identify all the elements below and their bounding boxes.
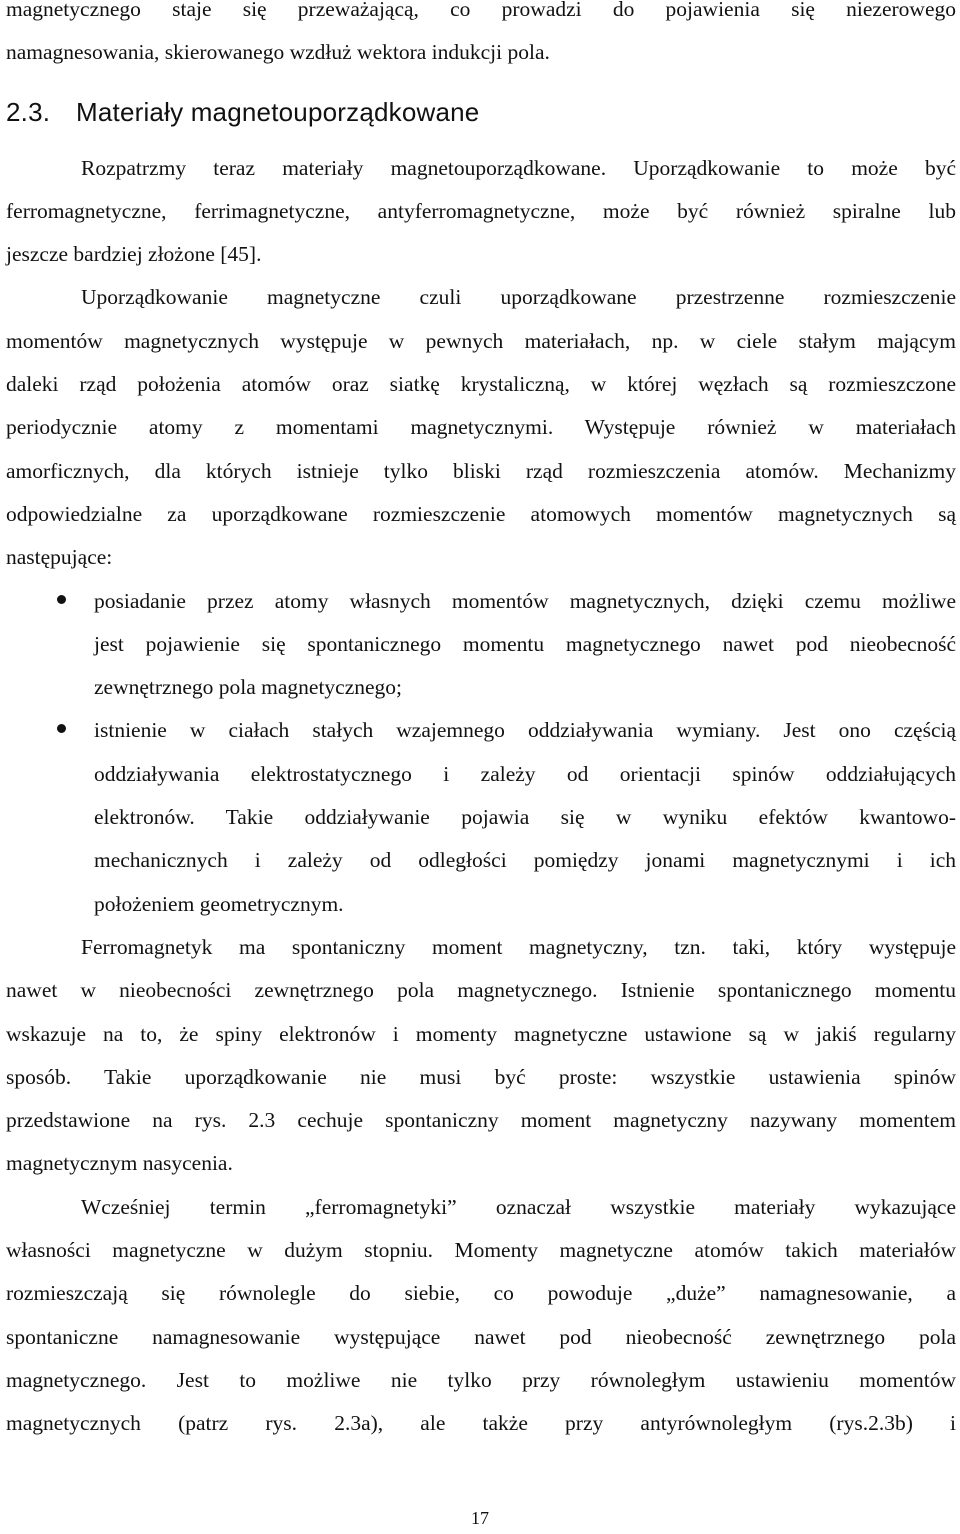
text-line: jeszcze bardziej złożone [45]. — [6, 242, 262, 267]
text-line: daleki rząd położenia atomów oraz siatkę krystaliczną, w której węzłach są rozmieszczone — [6, 372, 956, 397]
text-line: następujące: — [6, 545, 113, 570]
text-line: Uporządkowanie magnetyczne czuli uporządkowane przestrzenne rozmieszczenie — [81, 285, 956, 310]
bullet-icon — [57, 724, 66, 733]
bullet-item-1 — [6, 580, 956, 710]
text-line: amorficznych, dla których istnieje tylko bliski rząd rozmieszczenia atomów. Mechanizmy — [6, 458, 956, 483]
paragraph-3 — [6, 926, 956, 1186]
text-line: przedstawione na rys. 2.3 cechuje spontaniczny moment magnetyczny nazywany momentem — [6, 1108, 956, 1133]
bullet-icon — [57, 595, 66, 604]
text-line: periodycznie atomy z momentami magnetycznymi. Występuje również w materiałach — [6, 415, 956, 440]
text-line: ferromagnetyczne, ferrimagnetyczne, antyferromagnetyczne, może być również spiralne lub — [6, 198, 956, 223]
text-line: zewnętrznego pola magnetycznego; — [94, 675, 403, 700]
text-line: magnetycznym nasycenia. — [6, 1151, 233, 1176]
bullet-item-2 — [6, 709, 956, 925]
section-number: 2.3. — [6, 96, 51, 127]
text-line: spontaniczne namagnesowanie występujące nawet pod nieobecność zewnętrznego pola — [6, 1324, 956, 1349]
text-line: Wcześniej termin „ferromagnetyki” oznaczał wszystkie materiały wykazujące — [81, 1194, 956, 1219]
text-line: Rozpatrzmy teraz materiały magnetouporządkowane. Uporządkowanie to może być — [81, 155, 956, 180]
text-line: nawet w nieobecności zewnętrznego pola magnetycznego. Istnienie spontanicznego momentu — [6, 978, 956, 1003]
text-line: wskazuje na to, że spiny elektronów i momenty magnetyczne ustawione są w jakiś regularny — [6, 1021, 956, 1046]
page-number: 17 — [471, 1508, 489, 1528]
text-line: elektronów. Takie oddziaływanie pojawia się w wyniku efektów kwantowo- — [94, 805, 956, 830]
section-title: Materiały magnetouporządkowane — [76, 96, 480, 127]
text-line: jest pojawienie się spontanicznego momentu magnetycznego nawet pod nieobecność — [94, 631, 956, 656]
paragraph-1 — [6, 147, 956, 277]
text-line: mechanicznych i zależy od odległości pomiędzy jonami magnetycznymi i ich — [94, 848, 956, 873]
text-line: Ferromagnetyk ma spontaniczny moment magnetyczny, tzn. taki, który występuje — [81, 934, 956, 959]
text-line: momentów magnetycznych występuje w pewnych materiałach, np. w ciele stałym mającym — [6, 328, 956, 353]
text-line: posiadanie przez atomy własnych momentów magnetycznych, dzięki czemu możliwe — [94, 588, 956, 613]
paragraph-4 — [6, 1186, 956, 1446]
document-page — [6, 0, 956, 1446]
text-line: oddziaływania elektrostatycznego i zależy od orientacji spinów oddziałujących — [94, 761, 956, 786]
text-line: namagnesowania, skierowanego wzdłuż wektora indukcji pola. — [6, 40, 550, 65]
text-line: położeniem geometrycznym. — [94, 891, 344, 916]
section-heading — [6, 81, 956, 143]
text-line: sposób. Takie uporządkowanie nie musi być proste: wszystkie ustawienia spinów — [6, 1064, 956, 1089]
text-line: własności magnetyczne w dużym stopniu. Momenty magnetyczne atomów takich materiałów — [6, 1238, 956, 1263]
text-line: odpowiedzialne za uporządkowane rozmieszczenie atomowych momentów magnetycznych są — [6, 501, 956, 526]
paragraph-2 — [6, 276, 956, 579]
text-line: magnetycznego. Jest to możliwe nie tylko przy równoległym ustawieniu momentów — [6, 1367, 956, 1392]
intro-paragraph — [6, 0, 956, 75]
text-line: istnienie w ciałach stałych wzajemnego oddziaływania wymiany. Jest ono częścią — [94, 718, 956, 743]
text-line: magnetycznych (patrz rys. 2.3a), ale także przy antyrównoległym (rys.2.3b) i — [6, 1411, 956, 1436]
text-line: magnetycznego staje się przeważającą, co prowadzi do pojawienia się niezerowego — [6, 0, 956, 21]
text-line: rozmieszczają się równolegle do siebie, co powoduje „duże” namagnesowanie, a — [6, 1281, 956, 1306]
